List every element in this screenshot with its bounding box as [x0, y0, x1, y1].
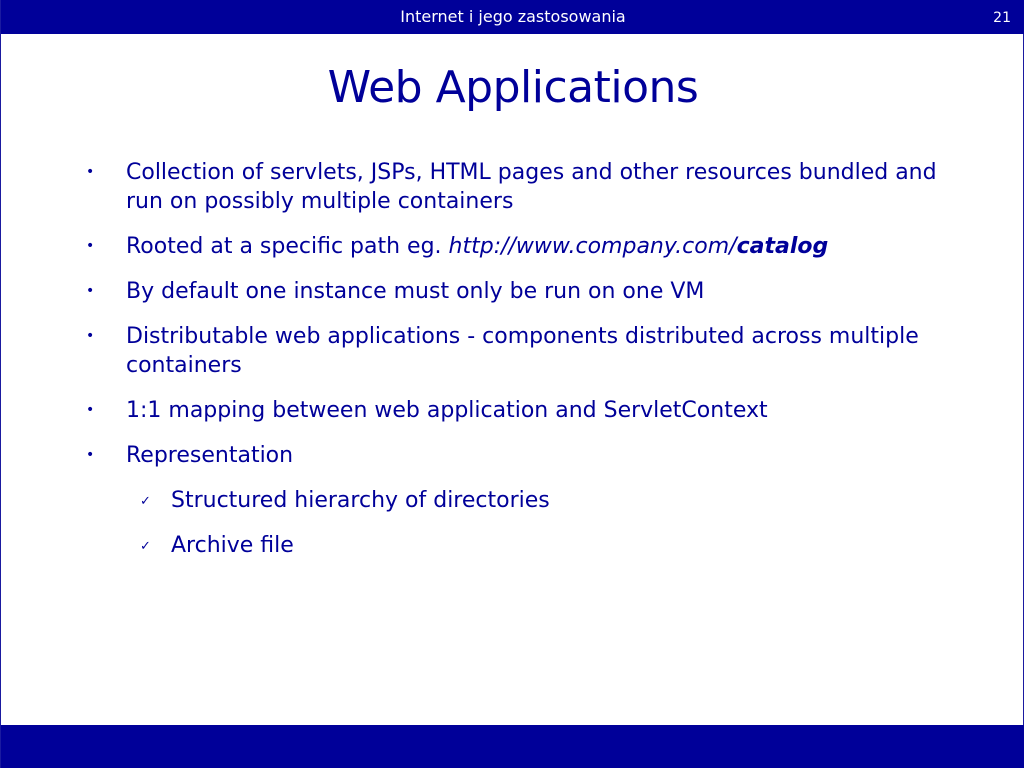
list-item [86, 441, 946, 560]
list-item [86, 277, 946, 306]
bullet-text: 1:1 mapping between web application and ServletContext [126, 398, 768, 423]
list-item [86, 322, 946, 380]
bullet-list [86, 158, 946, 560]
sub-bullet-list [126, 486, 946, 560]
example-url: http://www.company.com/ [448, 234, 737, 259]
bullet-text: By default one instance must only be run on one VM [126, 279, 705, 304]
bullet-dot-icon: • [86, 328, 95, 344]
list-item [86, 158, 946, 216]
checkmark-icon: ✓ [140, 539, 151, 554]
footer-bar [1, 725, 1024, 768]
checkmark-icon: ✓ [140, 494, 151, 509]
bullet-text: Representation [126, 443, 294, 468]
list-item [86, 232, 946, 261]
slide-number: 21 [993, 10, 1011, 26]
sub-list-item [126, 531, 946, 560]
bullet-dot-icon: • [86, 447, 95, 463]
sub-list-item [126, 486, 946, 515]
list-item [86, 396, 946, 425]
sub-bullet-text: Structured hierarchy of directories [171, 488, 550, 513]
bullet-dot-icon: • [86, 164, 95, 180]
bullet-text: Collection of servlets, JSPs, HTML pages and other resources bundled and run on possibly multiple containers [126, 160, 937, 214]
example-url-path: catalog [736, 234, 829, 259]
bullet-text: Distributable web applications - components distributed across multiple containers [126, 324, 919, 378]
slide-title: Web Applications [327, 62, 699, 113]
course-title: Internet i jego zastosowania [400, 7, 626, 26]
bullet-dot-icon: • [86, 283, 95, 299]
bullet-dot-icon: • [86, 238, 95, 254]
bullet-text: Rooted at a specific path eg. [126, 234, 449, 259]
bullet-dot-icon: • [86, 402, 95, 418]
sub-bullet-text: Archive file [171, 533, 294, 558]
slide-content [86, 158, 946, 576]
